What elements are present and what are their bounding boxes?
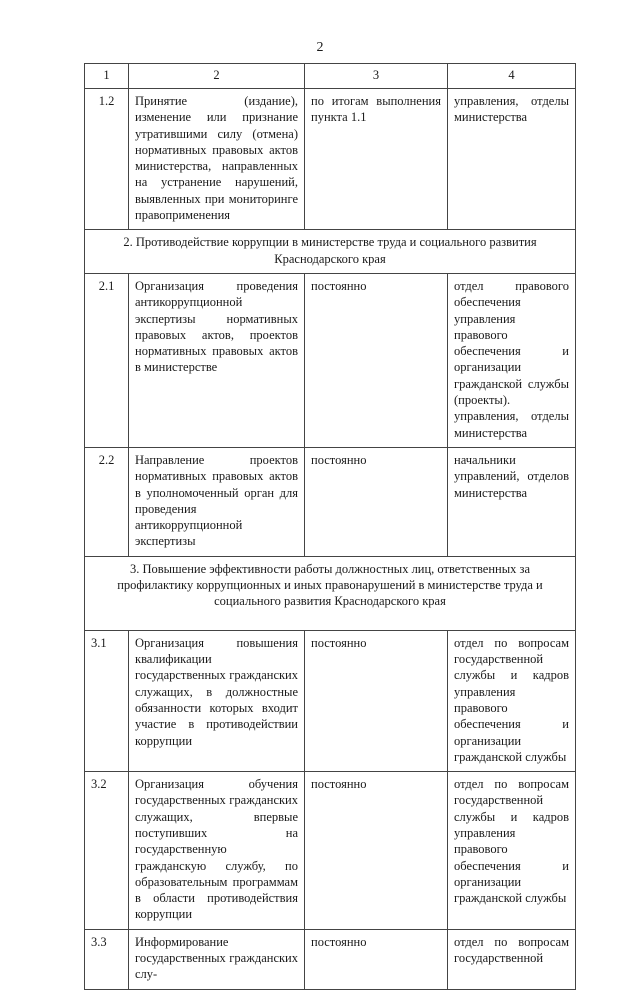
row-number: 1.2 <box>85 89 129 230</box>
responsible-cell: отдел по вопросам государственной службы и кадров управления правового обеспечения и организации гражданской службы <box>448 630 576 771</box>
row-number: 2.1 <box>85 273 129 447</box>
table-row <box>85 630 576 771</box>
table-row <box>85 273 576 447</box>
table-row <box>85 772 576 930</box>
section-heading: 2. Противодействие коррупции в министерстве труда и социального развития Краснодарского края <box>85 230 576 274</box>
table-header-row <box>85 64 576 89</box>
measure-cell: Направление проектов нормативных правовых актов в уполномоченный орган для проведения антикоррупционной экспертизы <box>129 447 305 556</box>
responsible-cell: отдел по вопросам государственной <box>448 929 576 989</box>
measure-cell: Организация проведения антикоррупционной экспертизы нормативных правовых актов, проектов нормативных правовых актов в министерстве <box>129 273 305 447</box>
header-cell-1: 1 <box>85 64 129 89</box>
header-cell-3: 3 <box>305 64 448 89</box>
section-row <box>85 230 576 274</box>
header-cell-4: 4 <box>448 64 576 89</box>
term-cell: по итогам выполнения пункта 1.1 <box>305 89 448 230</box>
row-number: 3.2 <box>85 772 129 930</box>
table-row <box>85 929 576 989</box>
term-cell: постоянно <box>305 447 448 556</box>
measure-cell: Информирование государственных гражданских слу- <box>129 929 305 989</box>
responsible-cell: отдел по вопросам государственной службы и кадров управления правового обеспечения и организации гражданской службы <box>448 772 576 930</box>
term-cell: постоянно <box>305 273 448 447</box>
row-number: 3.1 <box>85 630 129 771</box>
section-heading: 3. Повышение эффективности работы должностных лиц, ответственных за профилактику коррупционных и иных правонарушений в министерстве труда и социального развития Краснодарского края <box>85 556 576 630</box>
header-cell-2: 2 <box>129 64 305 89</box>
measure-cell: Принятие (издание), изменение или признание утратившими силу (отмена) нормативных правовых актов министерства, направленных на устранение нарушений, выявленных при мониторинге правоприменения <box>129 89 305 230</box>
term-cell: постоянно <box>305 772 448 930</box>
responsible-cell: управления, отделы министерства <box>448 89 576 230</box>
measures-table <box>84 63 576 990</box>
section-row <box>85 556 576 630</box>
page-number: 2 <box>316 40 324 55</box>
term-cell: постоянно <box>305 929 448 989</box>
responsible-cell: отдел правового обеспечения управления правового обеспечения и организации гражданской службы (проекты). управления, отделы министерства <box>448 273 576 447</box>
responsible-cell: начальники управлений, отделов министерства <box>448 447 576 556</box>
table-row <box>85 89 576 230</box>
term-cell: постоянно <box>305 630 448 771</box>
table-row <box>85 447 576 556</box>
row-number: 2.2 <box>85 447 129 556</box>
measure-cell: Организация повышения квалификации государственных гражданских служащих, в должностные обязанности которых входит участие в противодействии коррупции <box>129 630 305 771</box>
measure-cell: Организация обучения государственных гражданских служащих, впервые поступивших на государственную гражданскую службу, по образовательным программам в области противодействия коррупции <box>129 772 305 930</box>
row-number: 3.3 <box>85 929 129 989</box>
